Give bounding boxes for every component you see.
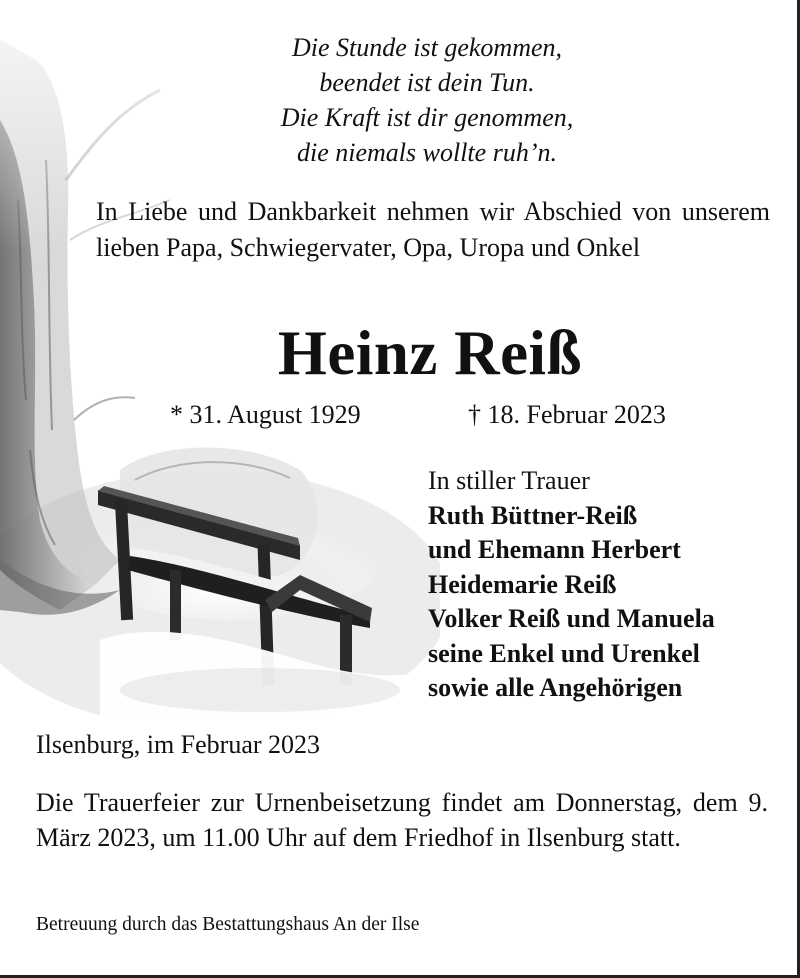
mourners-list — [428, 464, 715, 706]
poem-line: Die Kraft ist dir genommen, — [280, 103, 574, 132]
poem-line: die niemals wollte ruh’n. — [297, 138, 557, 167]
mourner-name: Ruth Büttner-Reiß — [428, 500, 638, 530]
mourner-name: Volker Reiß und Manuela — [428, 604, 715, 633]
poem-line: beendet ist dein Tun. — [319, 68, 535, 97]
mourner-name: seine Enkel und Urenkel — [428, 638, 700, 668]
poem-line: Die Stunde ist gekommen, — [291, 33, 563, 62]
poem — [212, 30, 642, 170]
place-and-date: Ilsenburg, im Februar 2023 — [36, 730, 321, 759]
birth-date: * 31. August 1929 — [170, 400, 361, 429]
mourners-heading: In stiller Trauer — [428, 466, 590, 495]
deceased-name: Heinz Reiß — [277, 318, 583, 388]
farewell-intro: In Liebe und Dankbarkeit nehmen wir Abschied von unserem lieben Papa, Schwiegervater, Opa, Uropa und Onkel — [96, 197, 770, 262]
mourner-name: Heidemarie Reiß — [428, 569, 617, 599]
death-date: † 18. Februar 2023 — [468, 400, 666, 429]
mourner-name: und Ehemann Herbert — [428, 535, 681, 564]
funeral-home-credit: Betreuung durch das Bestattungshaus An der Ilse — [36, 914, 420, 935]
ceremony-announcement: Die Trauerfeier zur Urnenbeisetzung findet am Donnerstag, dem 9. März 2023, um 11.00 Uhr auf dem Friedhof in Ilsenburg statt. — [36, 788, 768, 852]
mourner-name: sowie alle Angehörigen — [428, 673, 683, 702]
